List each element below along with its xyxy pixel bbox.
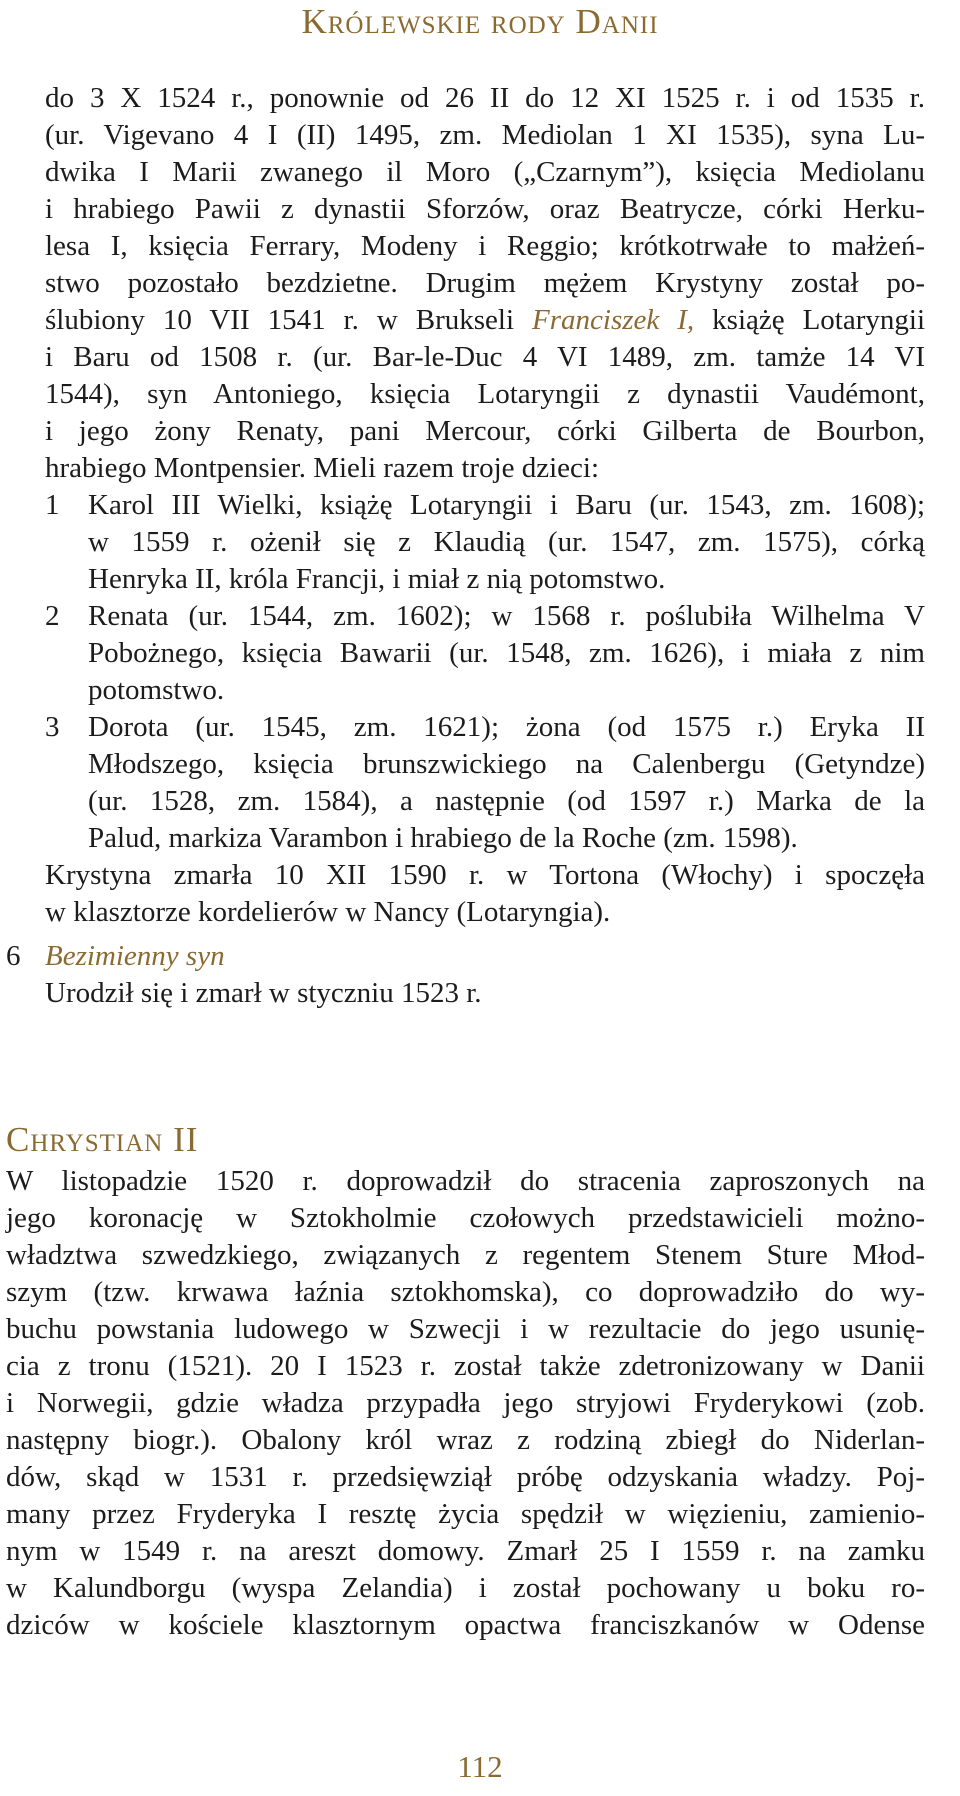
entry-number: 6 xyxy=(6,940,21,972)
text-line: 1544), syn Antoniego, księcia Lotaryngii z dynastii Vaudémont, xyxy=(45,378,925,410)
text-line-franciszek xyxy=(45,302,925,339)
child-line: (ur. 1528, zm. 1584), a następnie (od 1597 r.) Marka de la xyxy=(88,785,925,817)
section-line: władztwa szwedzkiego, związanych z regentem Stenem Sture Młod- xyxy=(6,1239,925,1271)
text-line: stwo pozostało bezdzietne. Drugim mężem Krystyny został po- xyxy=(45,267,925,299)
section-line: buchu powstania ludowego w Szwecji i w rezultacie do jego usunię- xyxy=(6,1313,925,1345)
child-number: 2 xyxy=(45,600,60,632)
child-line: Renata (ur. 1544, zm. 1602); w 1568 r. poślubiła Wilhelma V xyxy=(88,600,925,632)
section-line: i Norwegii, gdzie władza przypadła jego stryjowi Fryderykowi (zob. xyxy=(6,1387,925,1419)
text-before: ślubiony 10 VII 1541 r. w Brukseli xyxy=(45,304,533,336)
child-line: Pobożnego, księcia Bawarii (ur. 1548, zm. 1626), i miała z nim xyxy=(88,637,925,669)
text-line: hrabiego Montpensier. Mieli razem troje dzieci: xyxy=(45,452,600,484)
child-line: potomstwo. xyxy=(88,674,225,706)
section-line: następny biogr.). Obalony król wraz z rodziną zbiegł do Niderlan- xyxy=(6,1424,925,1456)
child-number: 1 xyxy=(45,489,60,521)
entry-text: Urodził się i zmarł w styczniu 1523 r. xyxy=(45,977,482,1009)
section-line: jego koronację w Sztokholmie czołowych przedstawicieli możno- xyxy=(6,1202,925,1234)
child-number: 3 xyxy=(45,711,60,743)
person-name-franciszek: Franciszek I, xyxy=(532,304,695,336)
text-line: i Baru od 1508 r. (ur. Bar-le-Duc 4 VI 1489, zm. tamże 14 VI xyxy=(45,341,925,373)
child-line: Młodszego, księcia brunszwickiego na Calenbergu (Getyndze) xyxy=(88,748,925,780)
child-line: Karol III Wielki, książę Lotaryngii i Baru (ur. 1543, zm. 1608); xyxy=(88,489,925,521)
child-line: Dorota (ur. 1545, zm. 1621); żona (od 1575 r.) Eryka II xyxy=(88,711,925,743)
text-line: w klasztorze kordelierów w Nancy (Lotaryngia). xyxy=(45,896,611,928)
page-number: 112 xyxy=(457,1749,503,1784)
text-line: dwika I Marii zwanego il Moro („Czarnym”), księcia Mediolanu xyxy=(45,156,925,188)
section-line: cia z tronu (1521). 20 I 1523 r. został także zdetronizowany w Danii xyxy=(6,1350,925,1382)
child-line: Henryka II, króla Francji, i miał z nią potomstwo. xyxy=(88,563,666,595)
child-line: w 1559 r. ożenił się z Klaudią (ur. 1547, zm. 1575), córką xyxy=(88,526,925,558)
section-line: dów, skąd w 1531 r. przedsięwziął próbę odzyskania władzy. Poj- xyxy=(6,1461,925,1493)
section-line: szym (tzw. krwawa łaźnia sztokhomska), co doprowadziło do wy- xyxy=(6,1276,925,1308)
text-after: książę Lotaryngii xyxy=(694,304,926,336)
section-line: nym w 1549 r. na areszt domowy. Zmarł 25 I 1559 r. na zamku xyxy=(6,1535,925,1567)
section-line: w Kalundborgu (wyspa Zelandia) i został pochowany u boku ro- xyxy=(6,1572,925,1604)
text-line: i jego żony Renaty, pani Mercour, córki Gilberta de Bourbon, xyxy=(45,415,925,447)
text-line: do 3 X 1524 r., ponownie od 26 II do 12 XI 1525 r. i od 1535 r. xyxy=(45,82,925,114)
text-line: (ur. Vigevano 4 I (II) 1495, zm. Mediolan 1 XI 1535), syna Lu- xyxy=(45,119,925,151)
running-header: Królewskie rody Danii xyxy=(301,2,659,41)
section-title: Chrystian II xyxy=(6,1120,199,1159)
section-line: many przez Fryderyka I resztę życia spędził w więzieniu, zamienio- xyxy=(6,1498,925,1530)
child-line: Palud, markiza Varambon i hrabiego de la Roche (zm. 1598). xyxy=(88,822,798,854)
section-line: W listopadzie 1520 r. doprowadził do stracenia zaproszonych na xyxy=(6,1165,925,1197)
text-line: i hrabiego Pawii z dynastii Sforzów, oraz Beatrycze, córki Herku- xyxy=(45,193,925,225)
entry-title: Bezimienny syn xyxy=(45,940,225,972)
text-line: lesa I, księcia Ferrary, Modeny i Reggio; krótkotrwałe to małżeń- xyxy=(45,230,925,262)
section-line: dziców w kościele klasztornym opactwa franciszkanów w Odense xyxy=(6,1609,925,1641)
text-line: Krystyna zmarła 10 XII 1590 r. w Tortona (Włochy) i spoczęła xyxy=(45,859,925,891)
